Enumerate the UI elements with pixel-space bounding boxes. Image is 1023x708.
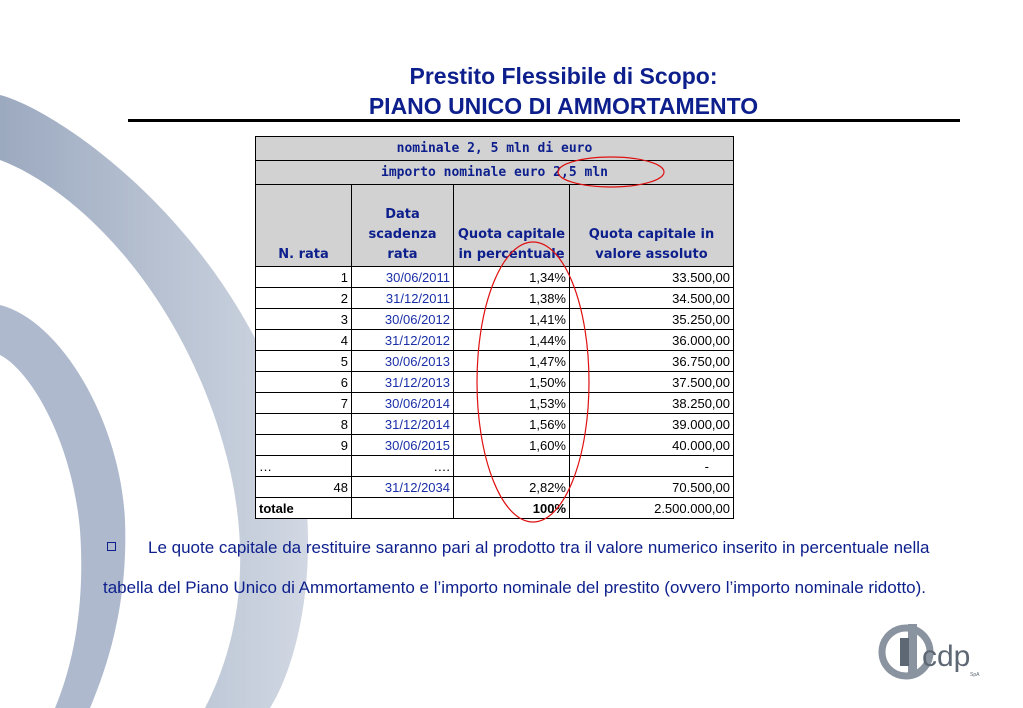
cell-perc: 1,53% [454,393,570,414]
cell-date: 31/12/2012 [352,330,454,351]
cell-rata: 4 [256,330,352,351]
cell-perc: 1,41% [454,309,570,330]
cell-perc: 1,56% [454,414,570,435]
cdp-logo [878,620,988,680]
cell-total-empty [352,498,454,519]
cell-rata: 9 [256,435,352,456]
cell-perc [454,456,570,477]
cell-date: 30/06/2011 [352,267,454,288]
paragraph-text: Le quote capitale da restituire saranno pari al prodotto tra il valore numerico inserito in percentuale nella tabella del Piano Unico di Ammortamento e l’importo nominale del prestito (ovvero l’importo nominale ridotto). [103,538,930,597]
cell-val: - [570,456,734,477]
table-row [256,309,734,330]
cell-date: …. [352,456,454,477]
table-row [256,372,734,393]
cell-perc: 1,50% [454,372,570,393]
cell-val: 70.500,00 [570,477,734,498]
cell-total-label: totale [256,498,352,519]
explanation-paragraph [103,528,973,608]
col-header-perc: Quota capitale in percentuale [454,185,570,267]
cell-perc: 1,60% [454,435,570,456]
cell-date: 31/12/2034 [352,477,454,498]
cell-rata: 5 [256,351,352,372]
logo-spa-text: SpA [970,672,980,678]
cell-rata: 7 [256,393,352,414]
table-row [256,435,734,456]
table-row-ellipsis [256,456,734,477]
cell-date: 30/06/2015 [352,435,454,456]
cell-date: 30/06/2013 [352,351,454,372]
table-row [256,393,734,414]
col-header-data: Data scadenza rata [352,185,454,267]
cell-val: 38.250,00 [570,393,734,414]
cell-rata: 6 [256,372,352,393]
cell-val: 39.000,00 [570,414,734,435]
bullet-square-icon [107,542,116,551]
cell-date: 30/06/2014 [352,393,454,414]
table-body [256,267,734,456]
table-row [256,288,734,309]
cell-val: 36.750,00 [570,351,734,372]
cell-val: 33.500,00 [570,267,734,288]
cell-val: 40.000,00 [570,435,734,456]
cell-date: 31/12/2014 [352,414,454,435]
table-row-total [256,498,734,519]
arc-inner [0,305,125,708]
cell-date: 31/12/2011 [352,288,454,309]
table-row [256,351,734,372]
page-title-line2: PIANO UNICO DI AMMORTAMENTO [368,93,759,119]
amortization-table [255,136,734,519]
cell-val: 37.500,00 [570,372,734,393]
cell-rata: 48 [256,477,352,498]
title-underline [128,119,960,122]
col-header-valore: Quota capitale in valore assoluto [570,185,734,267]
cell-rata: 2 [256,288,352,309]
cell-perc: 1,44% [454,330,570,351]
page-title-line1: Prestito Flessibile di Scopo: [409,63,718,89]
table-row [256,267,734,288]
cell-total-val: 2.500.000,00 [570,498,734,519]
logo-text: cdp [922,640,971,673]
cell-perc: 2,82% [454,477,570,498]
table-row-last [256,477,734,498]
cell-date: 30/06/2012 [352,309,454,330]
cell-val: 34.500,00 [570,288,734,309]
table-band-nominale: nominale 2, 5 mln di euro [256,137,734,161]
col-header-rata: N. rata [256,185,352,267]
cell-val: 36.000,00 [570,330,734,351]
cell-val: 35.250,00 [570,309,734,330]
cell-rata: 3 [256,309,352,330]
cell-perc: 1,47% [454,351,570,372]
cell-date: 31/12/2013 [352,372,454,393]
cell-perc: 1,34% [454,267,570,288]
cell-rata: 1 [256,267,352,288]
cell-rata: 8 [256,414,352,435]
table-row [256,414,734,435]
table-row [256,330,734,351]
cell-total-perc: 100% [454,498,570,519]
table-band-importo: importo nominale euro 2,5 mln [256,161,734,185]
cell-perc: 1,38% [454,288,570,309]
cell-rata: … [256,456,352,477]
